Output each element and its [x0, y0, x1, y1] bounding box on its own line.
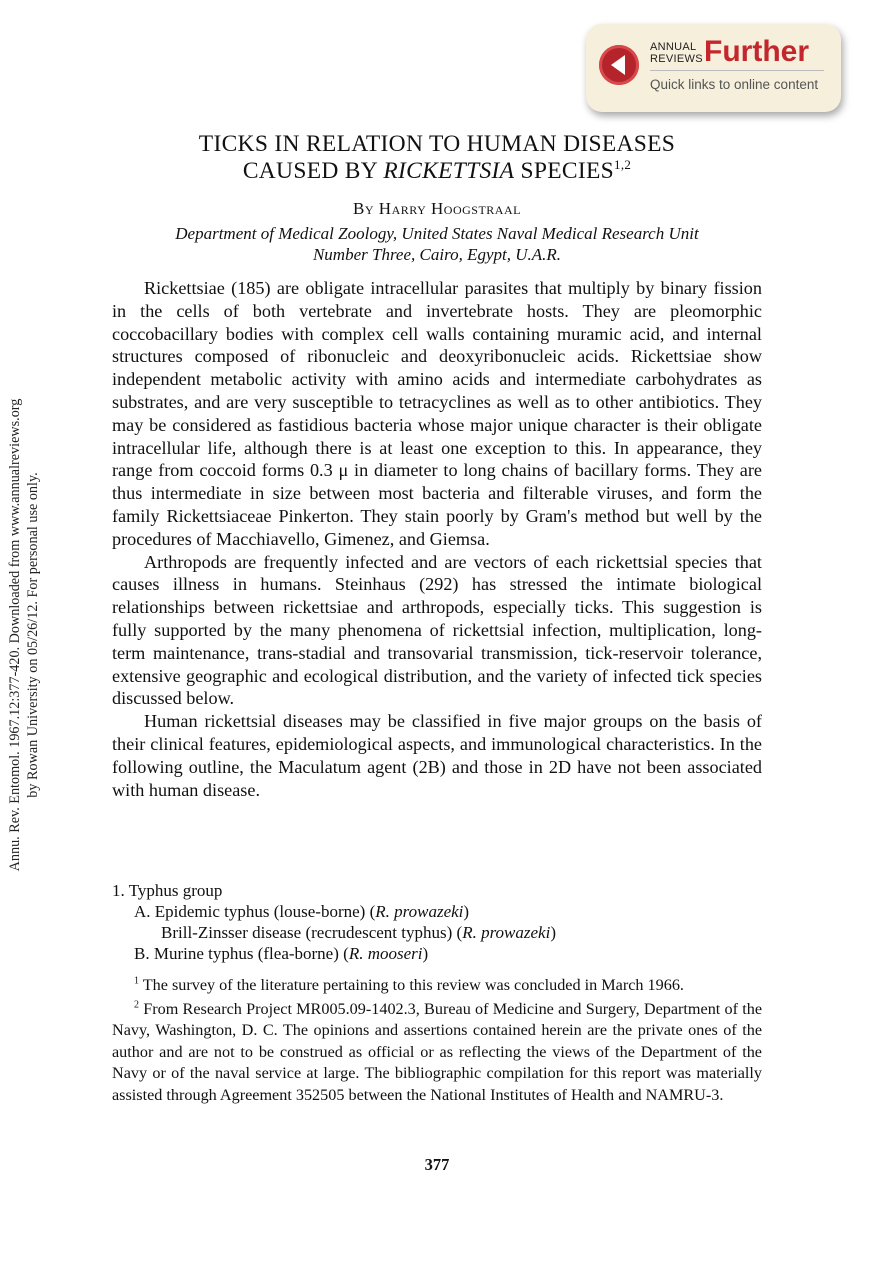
article-body: [112, 277, 762, 801]
outline-item: B. Murine typhus (flea-borne) (R. mooseri): [134, 944, 429, 963]
outline-item: A. Epidemic typhus (louse-borne) (R. prowazeki): [134, 902, 470, 921]
back-arrow-icon[interactable]: [599, 45, 639, 85]
title-suffix: SPECIES: [514, 158, 615, 184]
author-name: Harry Hoogstraal: [378, 199, 521, 218]
badge-divider: [650, 70, 824, 71]
footnote: $^2$ From Research Project MR005.09-1402.3, Bureau of Medicine and Surgery, Department of the Navy, Washington, D. C. The opinions and assertions contained herein are the private ones of the author and are not to be construed as official or as reflecting the views of the Department of the Navy or of the naval service at large. The bibliographic compilation for this report was materially assisted through Agreement 352505 between the National Institutes of Health and NAMRU-3.: [112, 999, 763, 1104]
article-title-line1: TICKS IN RELATION TO HUMAN DISEASES: [198, 131, 676, 157]
badge-tagline[interactable]: Quick links to online content: [650, 77, 819, 92]
footnotes: [112, 975, 762, 1108]
footnote: $^1$ The survey of the literature pertaining to this review was concluded in March 1966.: [134, 975, 684, 994]
body-paragraph: Rickettsiae (185) are obligate intracellular parasites that multiply by binary fission in the cells of both vertebrate and invertebrate hosts. They are pleomorphic coccobacillary bodies with complex cell walls containing muramic acid, and internal structures composed of ribonucleic and deoxyribonucleic acids. Rickettsiae show independent metabolic activity with amino acids and intermediate carbohydrates as substrates, and are very susceptible to tetracyclines as well as to other antibiotics. They may be considered as fastidious bacteria whose major unique character is their obligate intracellular life, although there is at least one exception to this. In appearance, they range from coccoid forms 0.3 μ in diameter to long chains of bacillary forms. They are thus intermediate in size between most bacteria and filterable viruses, and form the family Rickettsiaceae Pinkerton. They stain poorly by Gram's method but well by the procedures of Macchiavello, Gimenez, and Giemsa.: [112, 278, 762, 549]
download-notice: [6, 355, 46, 915]
byline-prefix: By: [353, 199, 379, 218]
title-prefix: CAUSED BY: [242, 158, 384, 184]
body-paragraph: Human rickettsial diseases may be classified in five major groups on the basis of their clinical features, epidemiological aspects, and immunological characteristics. In the following outline, the Maculatum agent (2B) and those in 2D have not been associated with human disease.: [112, 711, 762, 800]
author-byline: [112, 199, 762, 219]
badge-further-label: Further: [704, 35, 809, 68]
outline-item: 1. Typhus group: [112, 881, 223, 900]
body-paragraph: Arthropods are frequently infected and are vectors of each rickettsial species that causes illness in humans. Steinhaus (292) has stressed the intimate biological relationships between rickettsiae and arthropods, especially ticks. This suggestion is fully supported by the many phenomena of rickettsial infection, multiplication, long-term maintenance, trans-stadial and transovarial transmission, tick-reservoir tolerance, extensive geographic and ecological distribution, and the variety of infected tick species discussed below.: [112, 551, 762, 709]
download-notice-line1: Annu. Rev. Entomol. 1967.12:377-420. Downloaded from www.annualreviews.org: [7, 398, 23, 872]
article-title-line2: [112, 158, 762, 185]
badge-publisher-label: ANNUAL REVIEWS: [650, 41, 703, 65]
download-notice-line2: by Rowan University on 05/26/12. For personal use only.: [25, 472, 41, 798]
title-footnote-marks: 1,2: [614, 157, 632, 173]
page-number: 377: [424, 1155, 450, 1174]
affiliation-line1: Department of Medical Zoology, United States Naval Medical Research Unit: [175, 224, 699, 243]
outline-item: Brill-Zinsser disease (recrudescent typhus) (R. prowazeki): [161, 923, 556, 942]
affiliation-line2: Number Three, Cairo, Egypt, U.A.R.: [312, 245, 562, 264]
annual-reviews-further-badge[interactable]: [586, 24, 841, 112]
title-genus: RICKETTSIA: [383, 158, 515, 184]
disease-outline: [112, 880, 762, 964]
